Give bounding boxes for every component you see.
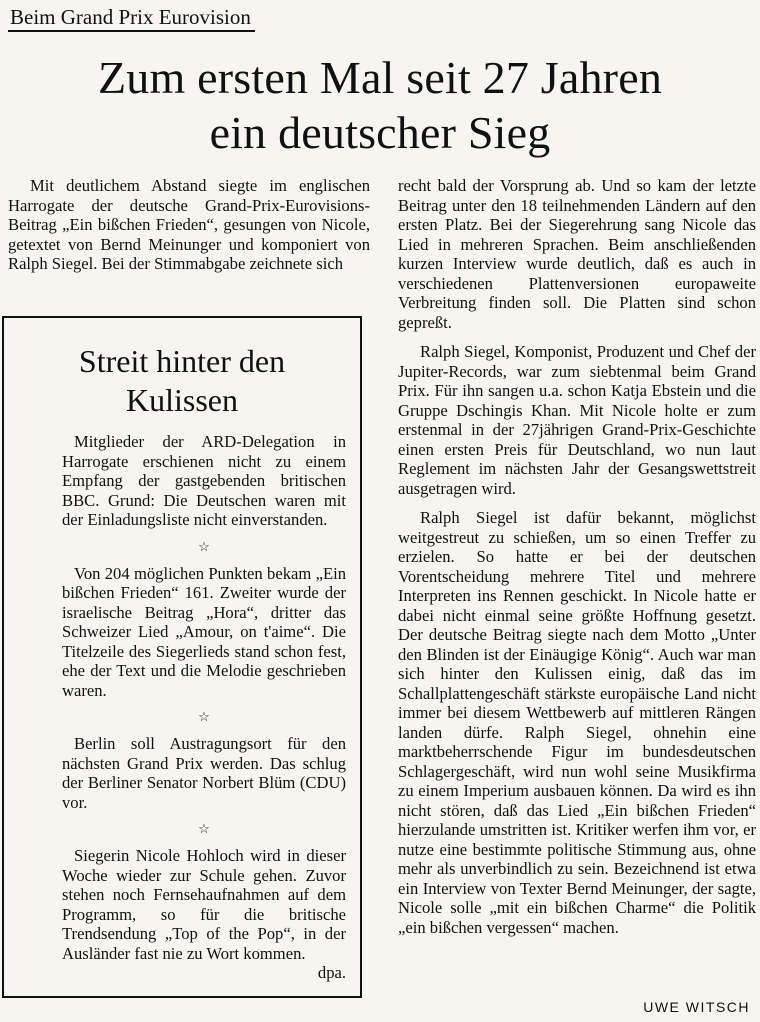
box-paragraph: Mitglieder der ARD-Delegation in Harrogate erschienen nicht zu einem Empfang der gastgebenden britischen BBC. Grund: Die Deutschen waren mit der Einladungsliste nicht einverstanden. — [62, 432, 346, 529]
star-separator: ☆ — [198, 538, 210, 554]
agency-row — [62, 963, 346, 983]
article-paragraph: recht bald der Vorsprung ab. Und so kam der letzte Beitrag unter den 18 teilnehmenden Ländern auf den ersten Platz. Bei der Siegerehrung sang Nicole das Lied in mehreren Sprachen. Beim anschließenden kurzen Interview wurde deutlich, daß es auch in verschiedenen Plattenversionen europaweite Verbreitung finden soll. Die Platten sind schon gepreßt. — [398, 176, 756, 332]
box-title-line-2: Kulissen — [126, 382, 238, 418]
byline: UWE WITSCH — [643, 999, 750, 1015]
box-body — [62, 432, 346, 983]
lead-paragraph: Mit deutlichem Abstand siegte im englischen Harrogate der deutsche Grand-Prix-Eurovisions-Beitrag „Ein bißchen Frieden“, gesungen von Nicole, getextet von Bernd Meinunger und komponiert von Ralph Siegel. Bei der Stimmabgabe zeichnete sich — [8, 176, 370, 273]
box-title — [4, 342, 360, 420]
article-paragraph: Ralph Siegel ist dafür bekannt, möglichst weitgestreut zu schießen, um so einen Treffer zu erzielen. So hatte er bei der deutschen Vorentscheidung mehrere Titel und mehrere Interpreten ins Rennen geschickt. In Nicole hatte er dabei nicht einmal seine größte Hoffnung gesetzt. Der deutsche Beitrag siegte nach dem Motto „Unter den Blinden ist der Einäugige König“. Auch war man sich hinter den Kulissen einig, daß das im Schallplattengeschäft stärkste europäische Land nicht immer bei diesem Wettbewerb auf mittleren Rängen landen dürfe. Ralph Siegel, ohnehin eine marktbeherrschende Figur im bundesdeutschen Schlagergeschäft, wird nun wohl seine Musikfirma zu einem Imperium ausbauen können. Da wird es ihn nicht stören, daß das Lied „Ein bißchen Frieden“ hierzulande umstritten ist. Kritiker werfen ihm vor, er nutze eine bestimmte politische Stimmung aus, ohne mehr als unverbindlich zu sein. Bezeichnend ist etwa ein Interview von Texter Bernd Meinunger, der sagte, Nicole solle „mit ein bißchen Charme“ die Politik „ein bißchen vergessen“ machen. — [398, 508, 756, 937]
lead-column — [8, 176, 370, 274]
box-paragraph: Berlin soll Austragungsort für den nächsten Grand Prix werden. Das schlug der Berliner Senator Norbert Blüm (CDU) vor. — [62, 734, 346, 812]
kicker: Beim Grand Prix Eurovision — [8, 4, 255, 32]
headline-line-1: Zum ersten Mal seit 27 Jahren — [97, 52, 663, 103]
article-paragraph: Ralph Siegel, Komponist, Produzent und Chef der Jupiter-Records, war zum siebtenmal beim Grand Prix. Für ihn sangen u.a. schon Katja Ebstein und die Gruppe Dschingis Khan. Mit Nicole holte er zum erstenmal in der 27jährigen Grand-Prix-Geschichte einen ersten Preis für Deutschland, wo nun laut Reglement im nächsten Jahr der Gesangswettstreit ausgetragen wird. — [398, 342, 756, 498]
sidebar-box — [2, 316, 362, 998]
box-title-line-1: Streit hinter den — [78, 343, 286, 379]
agency-credit: dpa. — [317, 963, 346, 982]
headline — [0, 50, 760, 160]
box-paragraph: Von 204 möglichen Punkten bekam „Ein bißchen Frieden“ 161. Zweiter wurde der israelische Beitrag „Hora“, dritter das Schweizer Lied „Amour, on t'aime“. Die Titelzeile des Siegerlieds stand schon fest, ehe der Text und die Melodie geschrieben waren. — [62, 563, 346, 700]
star-separator: ☆ — [198, 709, 210, 724]
right-column — [398, 176, 756, 937]
box-paragraph: Siegerin Nicole Hohloch wird in dieser Woche wieder zur Schule gehen. Zuvor stehen noch Fernsehaufnahmen auf dem Programm, so für die britische Trendsendung „Top of the Pop“, in der Ausländer fast nie zu Wort kommen. — [62, 846, 346, 963]
headline-line-2: ein deutscher Sieg — [209, 107, 551, 158]
star-separator: ☆ — [198, 821, 210, 836]
